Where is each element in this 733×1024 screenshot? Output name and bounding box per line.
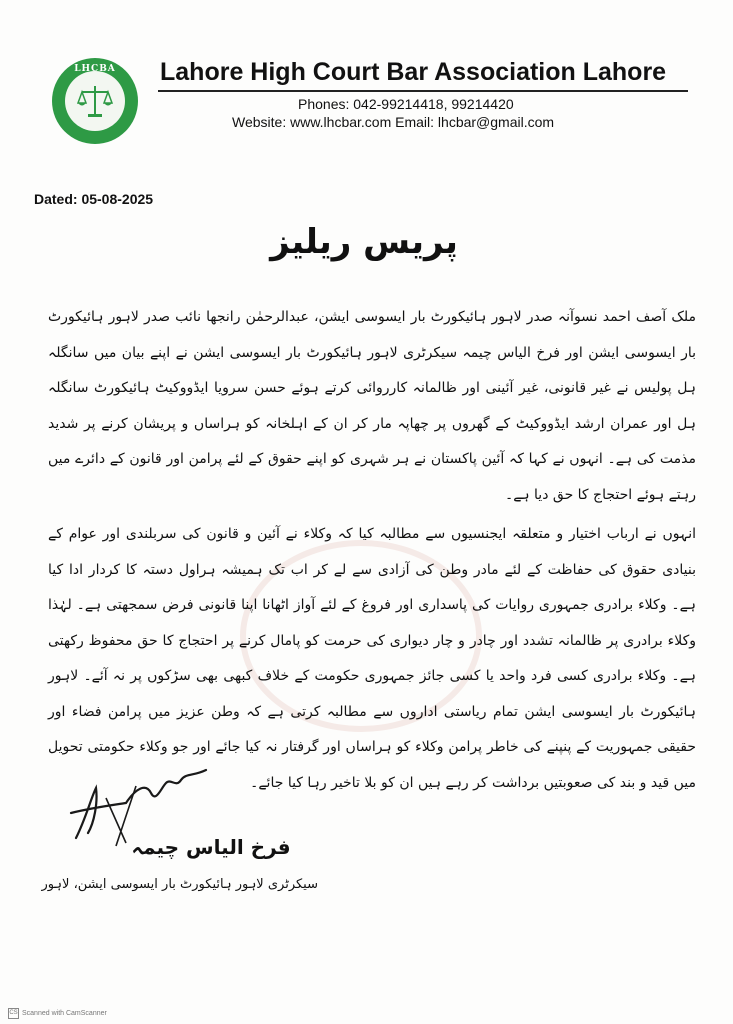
website-email-line: Website: www.lhcbar.com Email: lhcbar@gmail.com (232, 114, 555, 130)
header-divider (158, 90, 688, 92)
scales-of-justice-icon (65, 71, 125, 131)
body-paragraph-2: انہوں نے ارباب اختیار و متعلقہ ایجنسیوں سے مطالبہ کیا کہ وکلاء نے آئین و قانون کی سربلندی اور عوام کے بنیادی حقوق کی حفاظت کے لئے مادر وطن کی آزادی سے لے کر اب تک ہمیشہ ہراول دستہ کا کردار ادا کیا ہے۔ وکلاء برادری جمہوری روایات کی پاسداری اور فروغ کے لئے آواز اٹھانا اپنا قانونی فرض سمجھتی ہے۔ لہٰذا وکلاء برادری پر ظالمانہ تشدد اور چادر و چار دیواری کی حرمت کو پامال کرنے پر احتجاج کا حق محفوظ رکھتی ہے۔ وکلاء برادری کسی فرد واحد یا کسی جائز جمہوری حکومت کے خلاف کبھی بھی سڑکوں پر نہ آئے۔ لاہور ہائیکورٹ بار ایسوسی ایشن تمام ریاستی اداروں سے مطالبہ کرتی ہے کہ وطن عزیز میں پرامن فضاء اور حقیقی جمہوریت کے پنپنے کی خاطر پرامن وکلاء کو ہراساں اور گرفتار نہ کیا جائے اور جو وکلاء حکومتی تحویل میں قید و بند کی صعوبتیں برداشت کر رہے ہیں ان کو بلا تاخیر رہا کیا جائے۔ (48, 526, 696, 791)
camscanner-icon: CS (8, 1008, 19, 1019)
scanner-text: Scanned with CamScanner (22, 1010, 107, 1017)
press-release-body (48, 300, 696, 801)
phone-numbers: Phones: 042-99214418, 99214420 (298, 96, 514, 112)
date-line: Dated: 05-08-2025 (34, 191, 154, 207)
organization-name: Lahore High Court Bar Association Lahore (160, 58, 667, 86)
press-release-title: پریس ریلیز (270, 222, 458, 262)
body-paragraph-1: ملک آصف احمد نسوآنہ صدر لاہور ہائیکورٹ بار ایسوسی ایشن، عبدالرحمٰن رانجھا نائب صدر لاہور ہائیکورٹ بار ایسوسی ایشن اور فرخ الیاس چیمہ سیکرٹری لاہور ہائیکورٹ بار ایسوسی ایشن نے اپنے بیان میں سانگلہ ہل پولیس نے غیر قانونی، غیر آئینی اور ظالمانہ کارروائی کرتے ہوئے حسن سرویا ایڈووکیٹ ہائیکورٹ سانگلہ ہل اور عمران ارشد ایڈووکیٹ کے گھروں پر چھاپہ مار کر ان کے اہلخانہ کو ہراساں و پریشان کرنے پر شدید مذمت کی ہے۔ انہوں نے کہا کہ آئین پاکستان نے ہر شہری کو اپنے حقوق کے لئے پرامن اور قانون کے دائرے میں رہتے ہوئے احتجاج کا حق دیا ہے۔ (48, 309, 696, 503)
lhcba-logo (52, 58, 138, 144)
signatory-title: سیکرٹری لاہور ہائیکورٹ بار ایسوسی ایشن، لاہور (41, 877, 318, 892)
signatory-name: فرخ الیاس چیمہ (131, 835, 291, 859)
logo-abbreviation: LHCBA (74, 64, 116, 74)
scanner-watermark (8, 1008, 107, 1019)
